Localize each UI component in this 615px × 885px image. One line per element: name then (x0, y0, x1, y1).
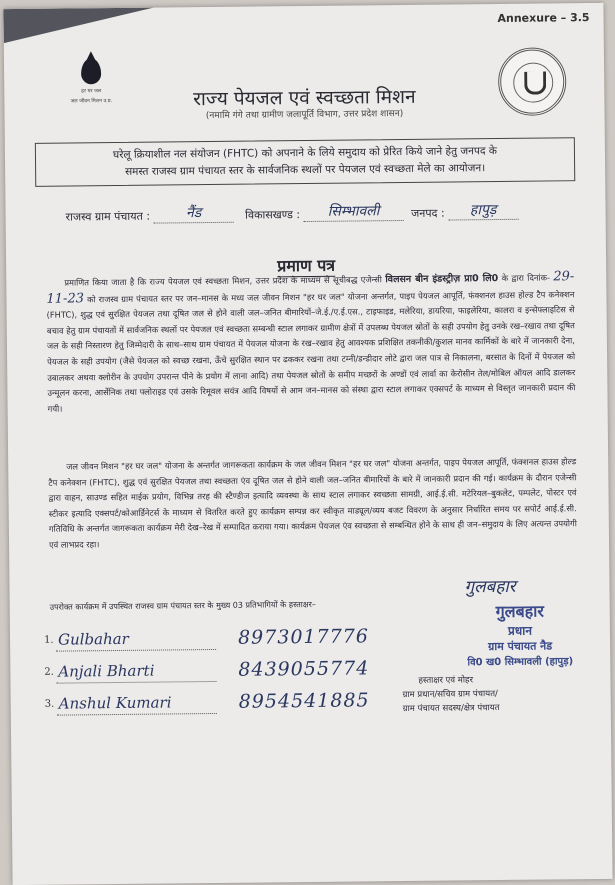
gp-field (153, 203, 233, 224)
participants-intro: उपरोक्त कार्यक्रम में उपस्थित राजस्व ग्राम पंचायत स्तर के मुख्य 03 प्रतिभागियों के हस्ताक्षर– (49, 599, 316, 612)
event-box (35, 137, 575, 187)
gp-label: राजस्व ग्राम पंचायत : (65, 209, 151, 224)
participant-3-phone: 8954541885 (238, 689, 370, 713)
paragraph-1: प्रमाणित किया जाता है कि राज्य पेयजल एवं स्वच्छता मिशन, उत्तर प्रदेश के माध्यम से सूचीबद्ध एजेन्सी विलसन बीन इंडस्ट्रीज़ प्रा0 लि0 के द्वारा दिनांक- 29-11-23 को राजस्व ग्राम पंचायत स्तर पर जन–मानस के मध्य जल जीवन मिशन "हर घर जल" योजना अन्तर्गत, पाइप पेयजल आपूर्ति, फंक्शनल हाउस होल्ड टैप कनेक्शन (FHTC), शुद्ध एवं सुरक्षित पेयजल तथा दूषित जल से होने वाली जल–जनित बीमारियों–जे.ई./ए.ई.एस., टाइफाइड, मलेरिया, डायरिया, फाइलेरिया, कालरा व इन्सेफ्लाइटिस से बचाव हेतु ग्राम पंचायतों में सार्वजनिक स्थलों पर पेयजल एवं स्वच्छता सम्बन्धी स्टाल लगाकर ग्रामीण क्षेत्रों में उपलब्ध पेयजल स्रोतों के सही उपयोग हेतु उनके रख–रखाव तथा दूषित जल के सही निस्तारण हेतु जिम्मेदारी के साथ–साथ ग्राम पंचायत में पेयजल योजना के रख–रखाव हेतु आवश्यक प्रशिक्षित तकनीकी/कुशल मानव कार्मिकों के बारे में जानकारी देना, पेयजल के सही उपयोग (जैसे पेयजल को स्वच्छ रखना, ऊँचे सुरक्षित स्थान पर ढककर रखना तथा टम्नी/डन्डीदार लोटे द्वारा जल पात्र से निकालना, बरसात के दिनों में पेयजल को उबालकर अथवा क्लोरीन के उपयोग उपरान्त पीने के प्रयोग में लाना आदि) तथा पेयजल स्रोतों के समीप मच्छरों के अण्डों एवं लार्वा का केरोसीन तेल/मोबिल ऑयल आदि डालकर उन्मूलन करना, आर्सेनिक तथा फ्लोराइड एवं उसके रिमूवल सयंत्र आदि विषयों से आम जन–मानस को संस्था द्वारा स्टाल लगाकर एक्सपर्ट के माध्यम से विस्तृत जानकारी प्रदान की गयी। (46, 269, 576, 414)
agency-name: विलसन बीन इंडस्ट्रीज़ प्रा0 लि0 (385, 272, 499, 286)
page-subtitle: (नमामि गंगे तथा ग्रामीण जलापूर्ति विभाग, उत्तर प्रदेश शासन) (205, 108, 404, 122)
pradhan-signature: गुलबहार (464, 576, 516, 598)
participant-3-name: Anshul Kumari (58, 693, 172, 713)
closing-line-2: ग्राम पंचायत सदस्य/क्षेत्र पंचायत (402, 703, 500, 715)
stamp-gp: ग्राम पंचायत नैड (488, 639, 553, 654)
block-field (303, 201, 403, 222)
closing-line-1: ग्राम प्रधान/सचिव ग्राम पंचायत/ (402, 689, 498, 701)
sign-seal-label: हस्ताक्षर एवं मोहर (418, 675, 474, 686)
participant-2-phone: 8439055774 (238, 657, 370, 681)
block-value: सिम्भावली (327, 203, 380, 220)
logo-tag-line1: हर घर जल (81, 88, 102, 95)
certificate-heading: प्रमाण पत्र (277, 255, 336, 276)
stamp-block: वि0 ख0 सिम्भावली (हापुड़) (467, 656, 574, 669)
participants-list: 1. Gulbahar 8973017776 2. Anjali Bharti 8439055774 3. Anshul Kumari 8954541885 (3, 3, 603, 9)
district-value: हापुड़ (469, 202, 497, 219)
location-fields (65, 199, 595, 225)
closing-block (402, 673, 499, 716)
page-title: राज्य पेयजल एवं स्वच्छता मिशन (193, 85, 416, 111)
participant-1-name: Gulbahar (57, 629, 129, 649)
pradhan-stamp (450, 599, 591, 668)
participant-2-name: Anjali Bharti (58, 661, 155, 681)
certificate-page (3, 3, 612, 885)
event-line-1: घरेलू क्रियाशील नल संयोजन (FHTC) को अपनाने के लिये समुदाय को प्रेरित किये जाने हेतु जनपद के (112, 145, 497, 162)
stamp-role: प्रधान (507, 623, 533, 638)
annexure-label: Annexure – 3.5 (497, 11, 590, 25)
stamp-name: गुलबहार (495, 601, 544, 622)
water-drop-icon (81, 58, 101, 84)
district-label: जनपद : (411, 206, 445, 220)
participant-1-phone: 8973017776 (237, 625, 370, 649)
page-fold-shadow (3, 8, 153, 44)
district-field (448, 200, 518, 221)
gp-value: नैंड (185, 205, 202, 222)
event-date: 29-11-23 (46, 269, 575, 307)
event-line-2: समस्त राजस्व ग्राम पंचायत स्तर के सार्वजनिक स्थलों पर पेयजल एवं स्वच्छता मेले का आयोजन। (124, 162, 486, 178)
block-label: विकासखण्ड : (245, 208, 301, 222)
logo-tag-line2: जल जीवन मिशन उ.प्र. (70, 98, 113, 105)
paragraph-2: जल जीवन मिशन "हर घर जल" योजना के अन्तर्गत जागरूकता कार्यक्रम के जल जीवन मिशन "हर घर जल" योजना अन्तर्गत, पाइप पेयजल आपूर्ति, फंक्शनल हाउस होल्ड टैप कनेक्शन (FHTC), शुद्ध एवं सुरक्षित पेयजल तथा स्वच्छता एंव दूषित जल से होने वाली जल–जनित बीमारियों के बारे में जानकारी प्रदान की गई। कार्यक्रम के दौरान एजेन्सी द्वारा वाहन, साउण्ड सहित माईक प्रयोग, विभिन्न तरह की स्टैण्डीज इत्यादि व्यवस्था के साथ स्टाल लगाकर स्वच्छता सामग्री, आई.ई.सी. मटेरियल–बुकलेट, पम्पलेट, पोस्टर एवं स्टीकर इत्यादि एक्सपर्ट/कोआर्डिनेटर्स के माध्यम से वितरित करते हुए कार्यक्रम सम्पन्न कर स्वीकृत माड्यूल/व्यय बजट विवरण के अनुसार निर्धारित समय पर सपोर्ट आई.ई.सी. गतिविधि के अन्तर्गत जागरूकता कार्यक्रम मेरी देख–रेख में सम्पादित कराया गया। कार्यक्रम पेयजल एंव स्वच्छता से सम्बन्धित होने के साथ ही जन–समुदाय के लिए अत्यन्त उपयोगी एवं लाभप्रद रहा। (48, 456, 577, 550)
